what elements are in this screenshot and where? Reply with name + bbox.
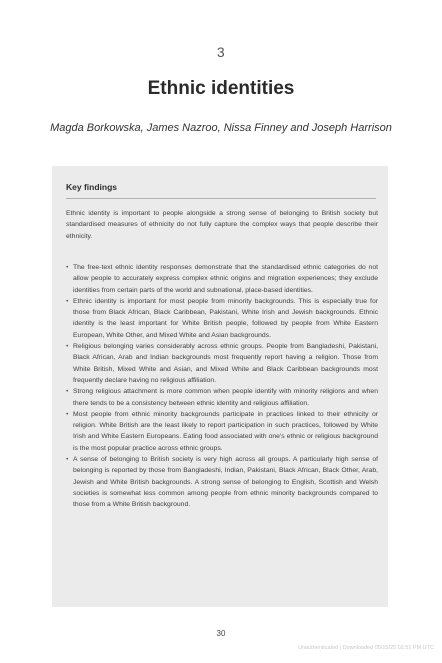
chapter-title: Ethnic identities <box>147 78 295 99</box>
finding-item: • A sense of belonging to British society is very high across all groups. A particularly high sense of belonging is reported by those from Bangladeshi, Indian, Pakistani, Black African, Black Other, Arab, Jewish and White British backgrounds. A strong sense of belonging to English, Scottish and Welsh societies is somewhat less common among people from ethnic minority backgrounds compared to those from a White British background. <box>66 454 378 510</box>
key-findings-heading: Key findings <box>66 182 118 192</box>
finding-item: • Strong religious attachment is more common when people identify with minority religions and when there tends to be a consistency between ethnic identity and religious affiliation. <box>66 386 378 409</box>
key-findings-intro: Ethnic identity is important to people alongside a strong sense of belonging to British society but standardised measures of ethnicity do not fully capture the complex ways that people describe their ethnicity. <box>66 210 378 240</box>
page-number: 30 <box>216 629 226 638</box>
key-findings-divider <box>66 198 376 199</box>
finding-item: • The free-text ethnic identity responses demonstrate that the standardised ethnic categories do not allow people to accurately express complex ethnic origins and migration experiences; they exclude identities from certain parts of the world and subnational, place-based identities. <box>66 262 378 296</box>
download-stamp: Unauthenticated | Downloaded 05/15/25 02:51 PM UTC <box>298 645 434 651</box>
chapter-authors: Magda Borkowska, James Nazroo, Nissa Finney and Joseph Harrison <box>50 122 392 134</box>
key-findings-list <box>66 262 378 511</box>
finding-item: • Most people from ethnic minority backgrounds participate in practices linked to their ethnicity or religion. White British are the least likely to report participation in such practices, followed by White Irish and White Eastern Europeans. Eating food associated with one's ethnic or religious background is the most popular practice across ethnic groups. <box>66 409 378 454</box>
chapter-number: 3 <box>216 44 226 60</box>
finding-item: • Ethnic identity is important for most people from minority backgrounds. This is especially true for those from Black African, Black Caribbean, Pakistani, White Irish and Jewish backgrounds. Ethnic identity is the least important for White British people, followed by people from White Eastern European, White Other, and Mixed White and Asian backgrounds. <box>66 296 378 341</box>
finding-item: • Religious belonging varies considerably across ethnic groups. People from Bangladeshi, Pakistani, Black African, Arab and Indian backgrounds most frequently report having a religion. Those from White British, Mixed White and Asian, and Mixed White and Black Caribbean backgrounds most frequently declare having no religious affiliation. <box>66 341 378 386</box>
